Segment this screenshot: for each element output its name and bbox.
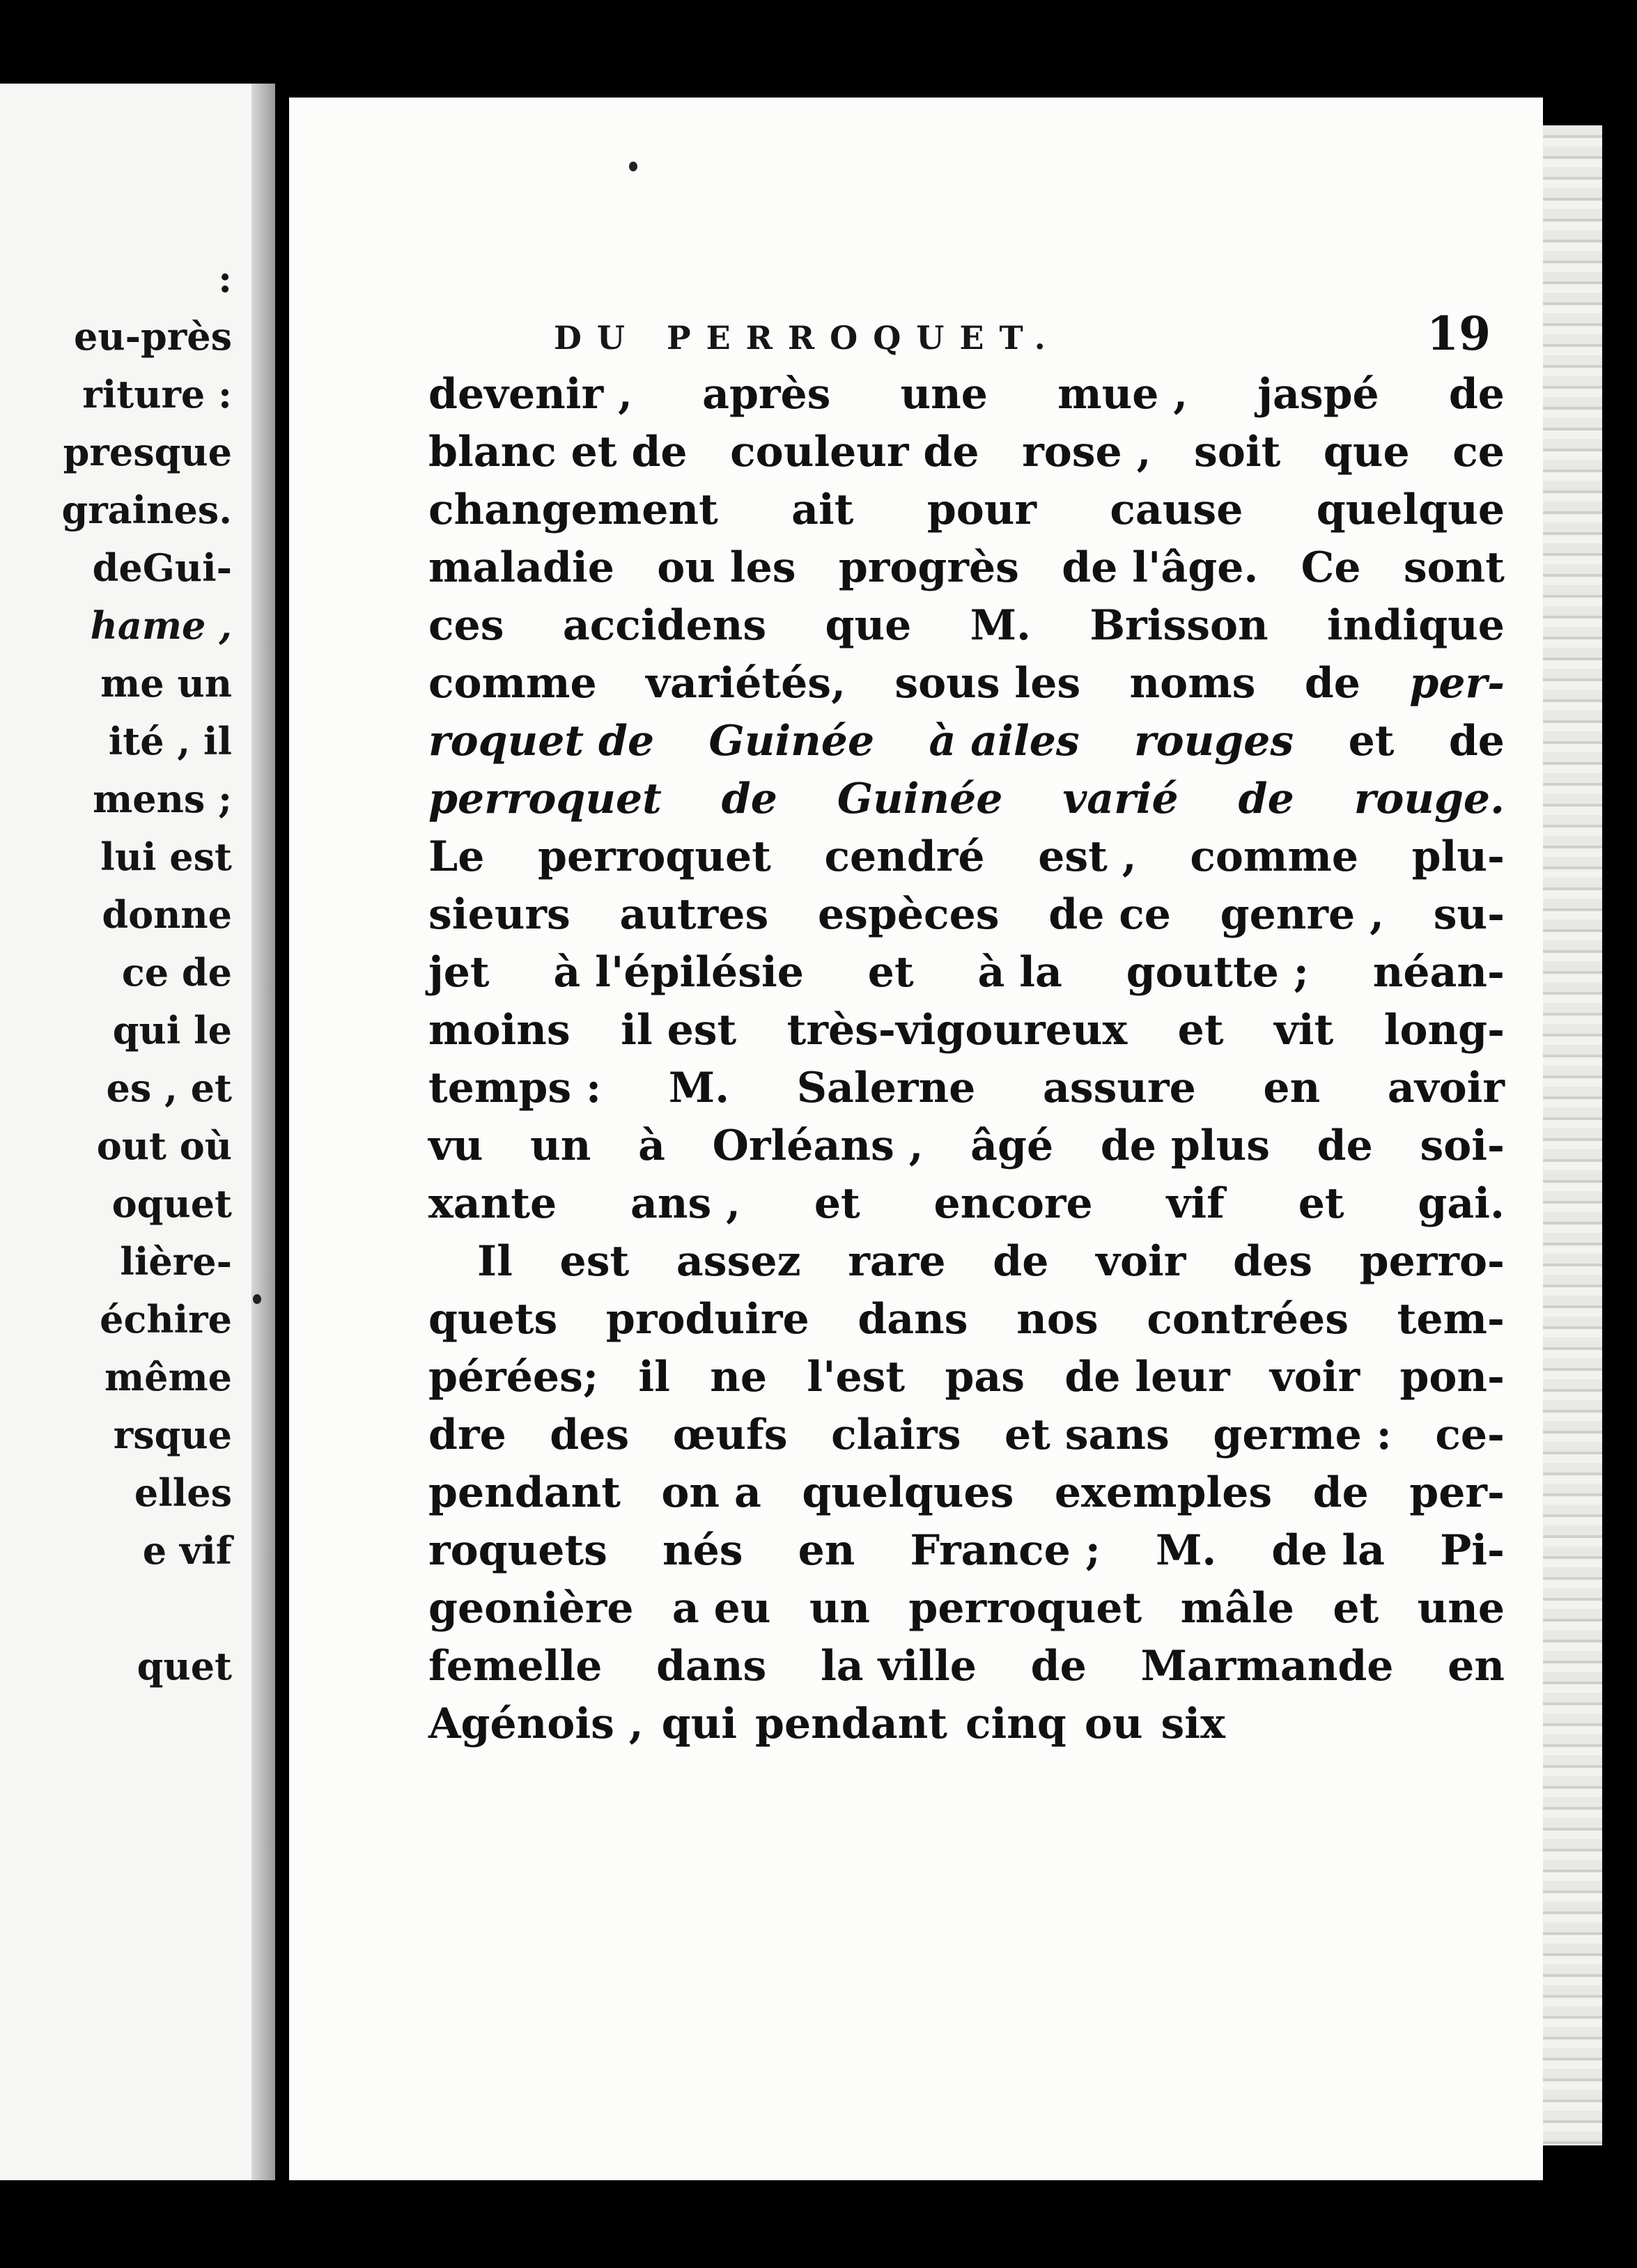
word: et xyxy=(1333,1584,1379,1633)
word: rouges xyxy=(1134,717,1294,766)
previous-page-line: lui est xyxy=(100,834,232,879)
previous-page-line: presque xyxy=(63,430,232,474)
word: et xyxy=(867,948,914,997)
word: néan- xyxy=(1372,948,1505,997)
word: cinq xyxy=(965,1700,1066,1748)
word: germe : xyxy=(1213,1411,1392,1459)
word: M. xyxy=(1155,1526,1217,1575)
word: noms xyxy=(1129,659,1256,708)
text-line xyxy=(428,1059,1505,1117)
previous-page-line: e vif xyxy=(142,1528,232,1573)
previous-page-line: qui le xyxy=(112,1008,232,1053)
word: quelque xyxy=(1316,486,1505,534)
word: pendant xyxy=(755,1700,947,1748)
word: a eu xyxy=(672,1584,771,1633)
word: que xyxy=(825,601,912,650)
previous-page-line: es , et xyxy=(106,1066,232,1110)
text-line xyxy=(428,1349,1505,1406)
text-line xyxy=(428,597,1505,655)
word: de la xyxy=(1271,1526,1386,1575)
previous-page-line: out où xyxy=(96,1124,232,1168)
word: Le xyxy=(428,832,485,881)
word: vit xyxy=(1273,1006,1334,1055)
word: de xyxy=(721,775,777,823)
word: pendant xyxy=(428,1468,621,1517)
word: quets xyxy=(428,1295,558,1344)
word: avoir xyxy=(1387,1064,1505,1112)
text-line xyxy=(428,481,1505,539)
word: tem- xyxy=(1397,1295,1505,1344)
text-line xyxy=(428,1638,1505,1695)
word: indique xyxy=(1327,601,1505,650)
word: variétés, xyxy=(646,659,846,708)
word: plu- xyxy=(1411,832,1505,881)
word: Brisson xyxy=(1089,601,1269,650)
word: jaspé xyxy=(1257,370,1379,419)
word: à xyxy=(638,1121,665,1170)
previous-page-line: ce de xyxy=(121,950,232,995)
word: pas xyxy=(945,1353,1025,1401)
word: Salerne xyxy=(796,1064,976,1112)
word: comme xyxy=(1190,832,1359,881)
word: soit xyxy=(1194,428,1281,476)
previous-page-line: quet xyxy=(137,1644,232,1688)
word: dans xyxy=(656,1642,767,1691)
word: ou xyxy=(1084,1700,1143,1748)
word: rare xyxy=(848,1237,946,1286)
current-page xyxy=(289,98,1543,2180)
word: il est xyxy=(621,1006,737,1055)
word: à ailes xyxy=(929,717,1080,766)
ink-speck xyxy=(253,1294,261,1304)
word: espèces xyxy=(817,890,1000,939)
word: Marmande xyxy=(1140,1642,1394,1691)
word: perroquet xyxy=(538,832,771,881)
word: voir xyxy=(1269,1353,1360,1401)
word: et xyxy=(814,1179,860,1228)
word: de xyxy=(1448,370,1505,419)
text-line xyxy=(428,1695,1505,1753)
word: encore xyxy=(933,1179,1093,1228)
text-line xyxy=(428,1002,1505,1059)
word: des xyxy=(1233,1237,1312,1286)
word: très-vigoureux xyxy=(786,1006,1128,1055)
word: per- xyxy=(1409,1468,1505,1517)
word: nos xyxy=(1016,1295,1099,1344)
word: sont xyxy=(1403,543,1505,592)
word: Pi- xyxy=(1440,1526,1505,1575)
word: Guinée xyxy=(708,717,875,766)
running-title: DU PERROQUET. xyxy=(554,319,1061,357)
page-edge-stack xyxy=(1543,125,1602,2145)
word: cendré xyxy=(824,832,985,881)
word: progrès xyxy=(838,543,1019,592)
word: cause xyxy=(1110,486,1243,534)
word: varié xyxy=(1062,775,1179,823)
text-line xyxy=(428,1580,1505,1638)
text-line xyxy=(428,1522,1505,1580)
word: ou les xyxy=(657,543,796,592)
word: est , xyxy=(1038,832,1137,881)
text-line xyxy=(428,366,1505,424)
word: M. xyxy=(970,601,1031,650)
previous-page-line: me un xyxy=(100,661,232,706)
word: genre , xyxy=(1220,890,1384,939)
word: dans xyxy=(858,1295,968,1344)
previous-page-line: lière- xyxy=(120,1239,232,1284)
word: sieurs xyxy=(428,890,571,939)
word: et sans xyxy=(1004,1411,1170,1459)
word: changement xyxy=(428,486,718,534)
previous-page-line: ité , il xyxy=(108,719,232,763)
word: rouge. xyxy=(1353,775,1505,823)
word: exemples xyxy=(1054,1468,1273,1517)
word: perroquet xyxy=(908,1584,1142,1633)
word: dre xyxy=(428,1411,506,1459)
word: M. xyxy=(668,1064,730,1112)
word: en xyxy=(798,1526,855,1575)
word: de xyxy=(1317,1121,1373,1170)
running-head xyxy=(554,306,1491,369)
word: de xyxy=(1448,717,1505,766)
word: est xyxy=(559,1237,630,1286)
word: Agénois , xyxy=(428,1700,644,1748)
word: Guinée xyxy=(837,775,1003,823)
word: qui xyxy=(661,1700,738,1748)
word: ce xyxy=(1452,428,1505,476)
word: et xyxy=(1348,717,1395,766)
word: ne xyxy=(710,1353,767,1401)
word: accidens xyxy=(562,601,767,650)
word: clairs xyxy=(831,1411,961,1459)
word: assure xyxy=(1042,1064,1196,1112)
word: de xyxy=(1312,1468,1369,1517)
word: on a xyxy=(661,1468,761,1517)
word: de leur xyxy=(1064,1353,1230,1401)
word: une xyxy=(900,370,988,419)
previous-page-line: oquet xyxy=(111,1181,232,1226)
previous-page-fragment xyxy=(0,84,275,2180)
word: contrées xyxy=(1147,1295,1349,1344)
word: long- xyxy=(1383,1006,1505,1055)
word: des xyxy=(550,1411,630,1459)
word: produire xyxy=(605,1295,809,1344)
previous-page-line: graines. xyxy=(61,488,232,532)
text-line xyxy=(428,1291,1505,1349)
word: xante xyxy=(428,1179,557,1228)
previous-page-line: eu-près xyxy=(74,314,232,359)
word: Il xyxy=(477,1237,513,1286)
word: pon- xyxy=(1399,1353,1505,1401)
word: pérées; xyxy=(428,1353,599,1401)
word: pour xyxy=(926,486,1037,534)
word: mâle xyxy=(1180,1584,1294,1633)
word: rose , xyxy=(1022,428,1151,476)
previous-page-line: échire xyxy=(100,1297,232,1342)
word: à l'épilésie xyxy=(553,948,804,997)
word: de xyxy=(1304,659,1360,708)
word: de ce xyxy=(1048,890,1171,939)
word: Orléans , xyxy=(712,1121,924,1170)
word: que xyxy=(1323,428,1410,476)
word: de xyxy=(993,1237,1049,1286)
word: moins xyxy=(428,1006,571,1055)
word: à la xyxy=(977,948,1062,997)
word: en xyxy=(1263,1064,1321,1112)
word: âgé xyxy=(970,1121,1054,1170)
word: l'est xyxy=(807,1353,906,1401)
word: et xyxy=(1177,1006,1224,1055)
word: goutte ; xyxy=(1126,948,1309,997)
word: mue , xyxy=(1057,370,1188,419)
word: ces xyxy=(428,601,504,650)
text-line xyxy=(428,539,1505,597)
text-line xyxy=(428,1464,1505,1522)
word: per- xyxy=(1409,659,1505,708)
word: jet xyxy=(428,948,490,997)
previous-page-line: hame , xyxy=(90,603,232,648)
word: de l'âge. xyxy=(1062,543,1259,592)
page-number: 19 xyxy=(1427,306,1491,361)
body-text xyxy=(428,366,1505,1753)
word: ce- xyxy=(1435,1411,1505,1459)
word: temps : xyxy=(428,1064,602,1112)
previous-page-line: même xyxy=(104,1355,232,1399)
word: voir xyxy=(1096,1237,1186,1286)
previous-page-line: : xyxy=(218,256,232,301)
word: gai. xyxy=(1418,1179,1505,1228)
word: il xyxy=(638,1353,670,1401)
word: de xyxy=(1238,775,1294,823)
word: blanc et de xyxy=(428,428,688,476)
text-line xyxy=(428,1406,1505,1464)
word: de plus xyxy=(1100,1121,1271,1170)
text-line xyxy=(428,1175,1505,1233)
word: France ; xyxy=(910,1526,1101,1575)
text-line xyxy=(428,944,1505,1002)
word: quelques xyxy=(802,1468,1014,1517)
word: de xyxy=(1030,1642,1087,1691)
previous-page-line: rsque xyxy=(113,1413,232,1457)
word: la ville xyxy=(820,1642,977,1691)
word: vu xyxy=(428,1121,483,1170)
previous-page-line: deGui- xyxy=(92,545,232,590)
ink-speck xyxy=(629,162,637,171)
word: roquet de xyxy=(428,717,655,766)
word: une xyxy=(1417,1584,1505,1633)
page-gutter xyxy=(251,84,275,2180)
word: sous les xyxy=(894,659,1081,708)
word: femelle xyxy=(428,1642,603,1691)
word: perro- xyxy=(1359,1237,1505,1286)
text-line xyxy=(428,655,1505,713)
previous-page-line: mens ; xyxy=(93,777,232,821)
word: assez xyxy=(676,1237,801,1286)
word: et xyxy=(1298,1179,1344,1228)
word: su- xyxy=(1433,890,1505,939)
word: devenir , xyxy=(428,370,633,419)
word: maladie xyxy=(428,543,614,592)
word: roquets xyxy=(428,1526,607,1575)
previous-page-line: riture : xyxy=(82,372,232,417)
word: un xyxy=(530,1121,591,1170)
word: nés xyxy=(662,1526,743,1575)
word: ans , xyxy=(630,1179,741,1228)
text-line xyxy=(428,1233,1505,1291)
word: perroquet xyxy=(428,775,662,823)
previous-page-line: donne xyxy=(102,892,232,937)
text-line xyxy=(428,424,1505,481)
word: en xyxy=(1448,1642,1505,1691)
word: œufs xyxy=(672,1411,788,1459)
word: six xyxy=(1161,1700,1225,1748)
text-line xyxy=(428,886,1505,944)
word: Ce xyxy=(1301,543,1361,592)
word: soi- xyxy=(1420,1121,1505,1170)
word: ait xyxy=(791,486,854,534)
word: couleur de xyxy=(730,428,979,476)
word: autres xyxy=(619,890,769,939)
word: après xyxy=(702,370,831,419)
word: comme xyxy=(428,659,597,708)
word: un xyxy=(809,1584,871,1633)
text-line xyxy=(428,1117,1505,1175)
word: vif xyxy=(1166,1179,1225,1228)
text-line xyxy=(428,828,1505,886)
word: geonière xyxy=(428,1584,634,1633)
previous-page-line: elles xyxy=(134,1470,232,1515)
text-line xyxy=(428,713,1505,770)
text-line xyxy=(428,770,1505,828)
